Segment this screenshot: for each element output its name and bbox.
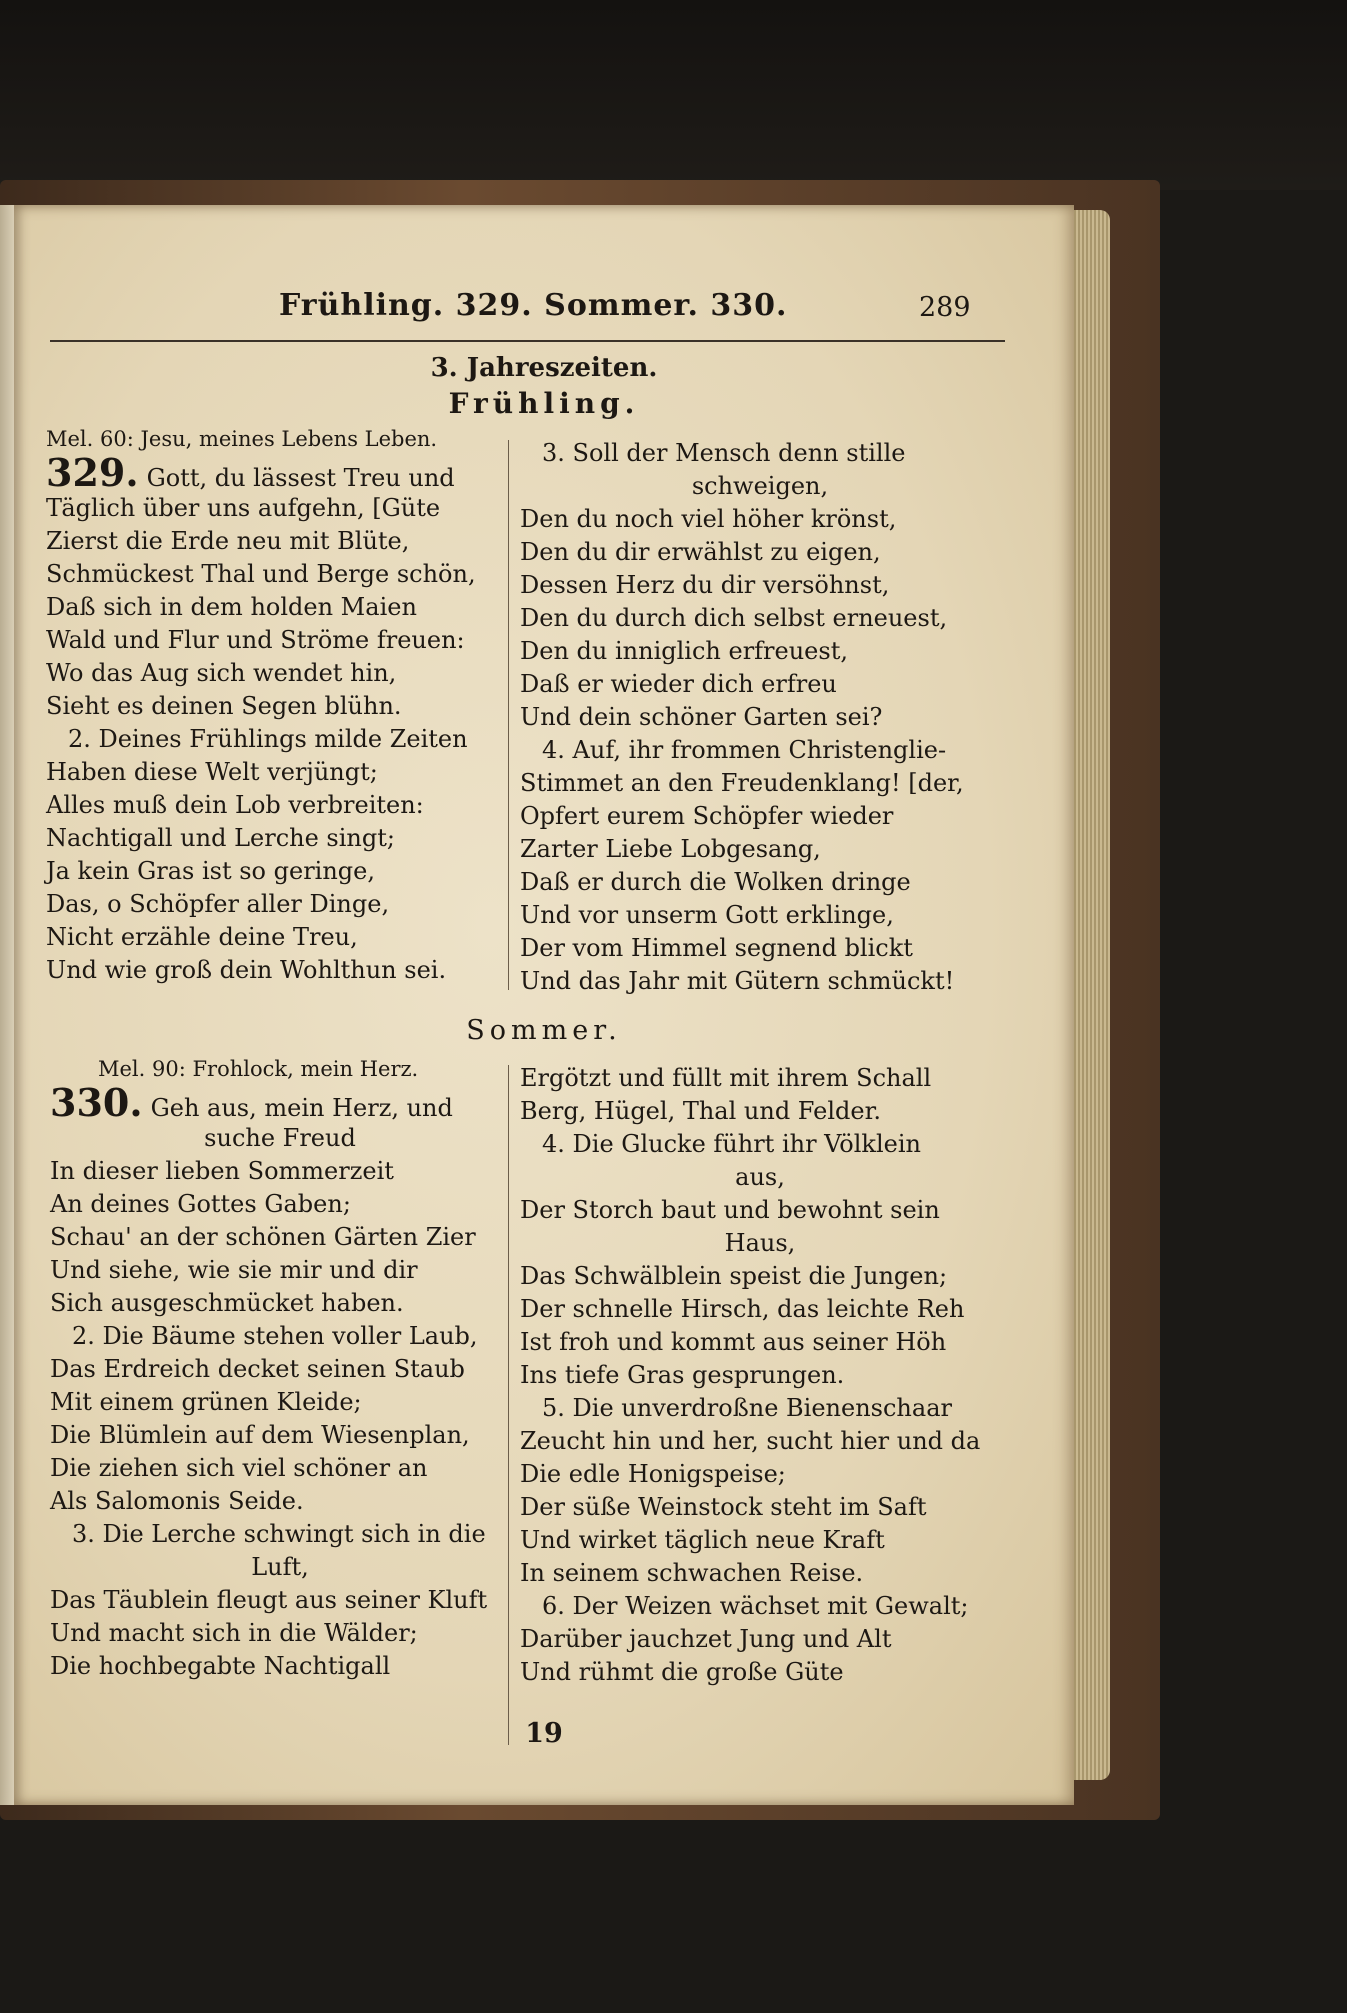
verse-line: Der vom Himmel segnend blickt bbox=[520, 934, 913, 962]
verse-line: Die ziehen sich viel schöner an bbox=[50, 1454, 428, 1482]
verse-line: Nicht erzähle deine Treu, bbox=[46, 923, 358, 951]
verse-line: Daß er wieder dich erfreu bbox=[520, 670, 837, 698]
hymn-number: 330. bbox=[50, 1080, 143, 1125]
verse-line: suche Freud bbox=[204, 1124, 356, 1152]
verse-line: An deines Gottes Gaben; bbox=[50, 1190, 351, 1218]
verse-line: Wo das Aug sich wendet hin, bbox=[46, 659, 397, 687]
verse-line: Den du dir erwählst zu eigen, bbox=[520, 538, 881, 566]
verse-line: Sich ausgeschmücket haben. bbox=[50, 1289, 404, 1317]
verse-line: Das Täublein fleugt aus seiner Kluft bbox=[50, 1586, 488, 1614]
verse-line: Die Blümlein auf dem Wiesenplan, bbox=[50, 1421, 470, 1449]
verse-line: Alles muß dein Lob verbreiten: bbox=[46, 791, 424, 819]
verse-line: Als Salomonis Seide. bbox=[50, 1487, 304, 1515]
section-subtitle-spring: Frühling. bbox=[448, 387, 640, 420]
verse-line: Und das Jahr mit Gütern schmückt! bbox=[520, 967, 955, 995]
verse-line: schweigen, bbox=[691, 472, 829, 500]
verse-line: Der Storch baut und bewohnt sein bbox=[520, 1196, 940, 1224]
verse-line: Sieht es deinen Segen blühn. bbox=[46, 692, 402, 720]
page-number: 289 bbox=[919, 292, 971, 323]
verse-line: In dieser lieben Sommerzeit bbox=[50, 1157, 394, 1185]
verse-line: Nachtigall und Lerche singt; bbox=[46, 824, 395, 852]
verse-line: Gott, du lässest Treu und bbox=[146, 464, 455, 492]
verse-line: Opfert eurem Schöpfer wieder bbox=[520, 802, 894, 830]
verse-line: Den du noch viel höher krönst, bbox=[520, 505, 897, 533]
verse-line: Schau' an der schönen Gärten Zier bbox=[50, 1223, 476, 1251]
verse-line: Den du durch dich selbst erneuest, bbox=[520, 604, 948, 632]
verse-line: Daß er durch die Wolken dringe bbox=[520, 868, 911, 896]
header-rule bbox=[50, 340, 1005, 342]
hymn-number: 329. bbox=[46, 450, 139, 495]
verse-line: Ja kein Gras ist so geringe, bbox=[46, 857, 375, 885]
verse-line: Haus, bbox=[724, 1229, 796, 1257]
verse-line: Und wirket täglich neue Kraft bbox=[520, 1526, 885, 1554]
verse-line: 2. Die Bäume stehen voller Laub, bbox=[72, 1322, 478, 1350]
hymn-melody: Mel. 60: Jesu, meines Lebens Leben. bbox=[46, 427, 438, 451]
verse-line: 6. Der Weizen wächset mit Gewalt; bbox=[542, 1592, 969, 1620]
verse-line: Und siehe, wie sie mir und dir bbox=[50, 1256, 418, 1284]
section-title: 3. Jahreszeiten. bbox=[430, 353, 658, 383]
verse-line: Das Erdreich decket seinen Staub bbox=[50, 1355, 465, 1383]
background bbox=[0, 0, 1347, 190]
column-divider bbox=[508, 1065, 509, 1745]
verse-line: Ergötzt und füllt mit ihrem Schall bbox=[520, 1064, 932, 1092]
verse-line: Und wie groß dein Wohlthun sei. bbox=[46, 956, 447, 984]
verse-line: Stimmet an den Freudenklang! [der, bbox=[520, 769, 964, 797]
verse-line: Der schnelle Hirsch, das leichte Reh bbox=[520, 1295, 965, 1323]
verse-line: 4. Auf, ihr frommen Christenglie- bbox=[542, 736, 947, 764]
verse-line: 3. Soll der Mensch denn stille bbox=[542, 439, 906, 467]
hymn-melody: Mel. 90: Frohlock, mein Herz. bbox=[98, 1057, 419, 1081]
verse-line: Darüber jauchzet Jung und Alt bbox=[520, 1625, 892, 1653]
verse-line: Luft, bbox=[251, 1553, 309, 1581]
page-header bbox=[14, 288, 1074, 328]
verse-line: Zarter Liebe Lobgesang, bbox=[520, 835, 821, 863]
verse-line: Die hochbegabte Nachtigall bbox=[50, 1652, 391, 1680]
verse-line: Ins tiefe Gras gesprungen. bbox=[520, 1361, 845, 1389]
verse-line: Haben diese Welt verjüngt; bbox=[46, 758, 378, 786]
verse-line: Wald und Flur und Ströme freuen: bbox=[46, 626, 465, 654]
verse-line: In seinem schwachen Reise. bbox=[520, 1559, 864, 1587]
verse-line: Mit einem grünen Kleide; bbox=[50, 1388, 362, 1416]
verse-line: aus, bbox=[735, 1163, 785, 1191]
verse-line: 4. Die Glucke führt ihr Völklein bbox=[542, 1130, 921, 1158]
verse-line: Ist froh und kommt aus seiner Höh bbox=[520, 1328, 947, 1356]
verse-line: Der süße Weinstock steht im Saft bbox=[520, 1493, 927, 1521]
verse-line: 2. Deines Frühlings milde Zeiten bbox=[68, 725, 468, 753]
verse-line: Und rühmt die große Güte bbox=[520, 1658, 844, 1686]
hymn-330-left-column bbox=[50, 1053, 510, 1683]
verse-line: 5. Die unverdroßne Bienenschaar bbox=[542, 1394, 952, 1422]
verse-line: Und vor unserm Gott erklinge, bbox=[520, 901, 894, 929]
verse-line: Zierst die Erde neu mit Blüte, bbox=[46, 527, 410, 555]
verse-line: 3. Die Lerche schwingt sich in die bbox=[72, 1520, 486, 1548]
verse-line: Das, o Schöpfer aller Dinge, bbox=[46, 890, 390, 918]
verse-line: Täglich über uns aufgehn, [Güte bbox=[46, 494, 441, 522]
book-page bbox=[14, 205, 1074, 1805]
section-subtitle-summer: Sommer. bbox=[466, 1015, 622, 1046]
verse-line: Berg, Hügel, Thal und Felder. bbox=[520, 1097, 882, 1125]
verse-line: Daß sich in dem holden Maien bbox=[46, 593, 417, 621]
verse-line: Das Schwälblein speist die Jungen; bbox=[520, 1262, 948, 1290]
verse-line: Dessen Herz du dir versöhnst, bbox=[520, 571, 890, 599]
verse-line: Und dein schöner Garten sei? bbox=[520, 703, 883, 731]
hymn-329-right-column bbox=[520, 437, 1000, 998]
verse-line: Die edle Honigspeise; bbox=[520, 1460, 786, 1488]
verse-line: Geh aus, mein Herz, und bbox=[150, 1094, 453, 1122]
verse-line: Schmückest Thal und Berge schön, bbox=[46, 560, 476, 588]
column-divider bbox=[508, 440, 509, 990]
verse-line: Zeucht hin und her, sucht hier und da bbox=[520, 1427, 981, 1455]
hymn-330-right-column bbox=[520, 1062, 1000, 1689]
verse-line: Den du inniglich erfreuest, bbox=[520, 637, 848, 665]
verse-line: Und macht sich in die Wälder; bbox=[50, 1619, 418, 1647]
running-head: Frühling. 329. Sommer. 330. bbox=[279, 288, 788, 323]
signature-mark: 19 bbox=[525, 1718, 563, 1749]
hymn-329-left-column bbox=[46, 423, 511, 987]
